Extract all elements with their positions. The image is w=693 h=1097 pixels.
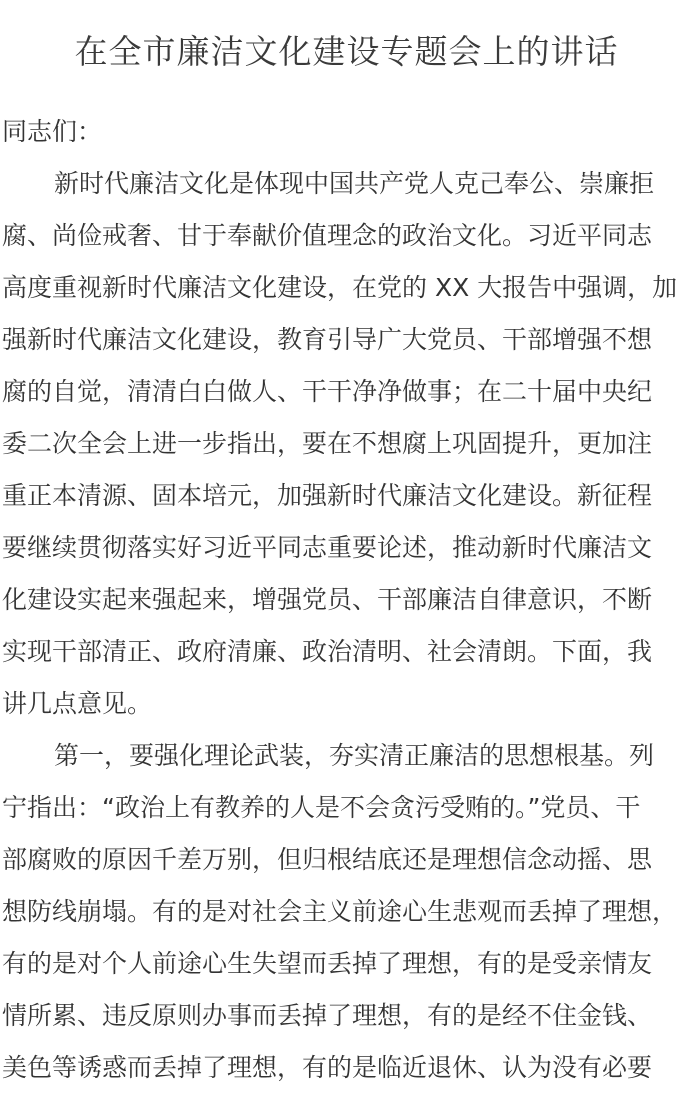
paragraph-line: 美色等诱惑而丢掉了理想，有的是临近退休、认为没有必要 xyxy=(2,1053,653,1082)
paragraph-line: 实现干部清正、政府清廉、政治清明、社会清朗。下面，我 xyxy=(2,637,653,666)
paragraph-line: 要继续贯彻落实好习近平同志重要论述，推动新时代廉洁文 xyxy=(2,533,653,562)
paragraph-line: 高度重视新时代廉洁文化建设，在党的 XX 大报告中强调，加 xyxy=(2,273,678,302)
paragraph-line: 腐、尚俭戒奢、甘于奉献价值理念的政治文化。习近平同志 xyxy=(2,221,653,250)
paragraph-line: 情所累、违反原则办事而丢掉了理想，有的是经不住金钱、 xyxy=(2,1001,653,1030)
paragraph-line: 部腐败的原因千差万别，但归根结底还是理想信念动摇、思 xyxy=(2,845,653,874)
paragraph-line: 想防线崩塌。有的是对社会主义前途心生悲观而丢掉了理想， xyxy=(2,897,678,926)
paragraph-line: 委二次全会上进一步指出，要在不想腐上巩固提升，更加注 xyxy=(2,429,653,458)
salutation: 同志们： xyxy=(2,117,103,146)
paragraph-line: 重正本清源、固本培元，加强新时代廉洁文化建设。新征程 xyxy=(2,481,653,510)
paragraph-line: 新时代廉洁文化是体现中国共产党人克己奉公、崇廉拒 xyxy=(54,169,655,198)
paragraph-line: 腐的自觉，清清白白做人、干干净净做事；在二十届中央纪 xyxy=(2,377,653,406)
paragraph-line: 讲几点意见。 xyxy=(2,689,153,718)
document-title: 在全市廉洁文化建设专题会上的讲话 xyxy=(74,32,619,71)
paragraph-line: 强新时代廉洁文化建设，教育引导广大党员、干部增强不想 xyxy=(2,325,653,354)
paragraph-line: 有的是对个人前途心生失望而丢掉了理想，有的是受亲情友 xyxy=(2,949,653,978)
paragraph-line: 第一，要强化理论武装，夯实清正廉洁的思想根基。列 xyxy=(54,741,655,770)
paragraph-line: 化建设实起来强起来，增强党员、干部廉洁自律意识，不断 xyxy=(2,585,653,614)
paragraph-line: 宁指出：“政治上有教养的人是不会贪污受贿的。”党员、干 xyxy=(2,793,641,822)
